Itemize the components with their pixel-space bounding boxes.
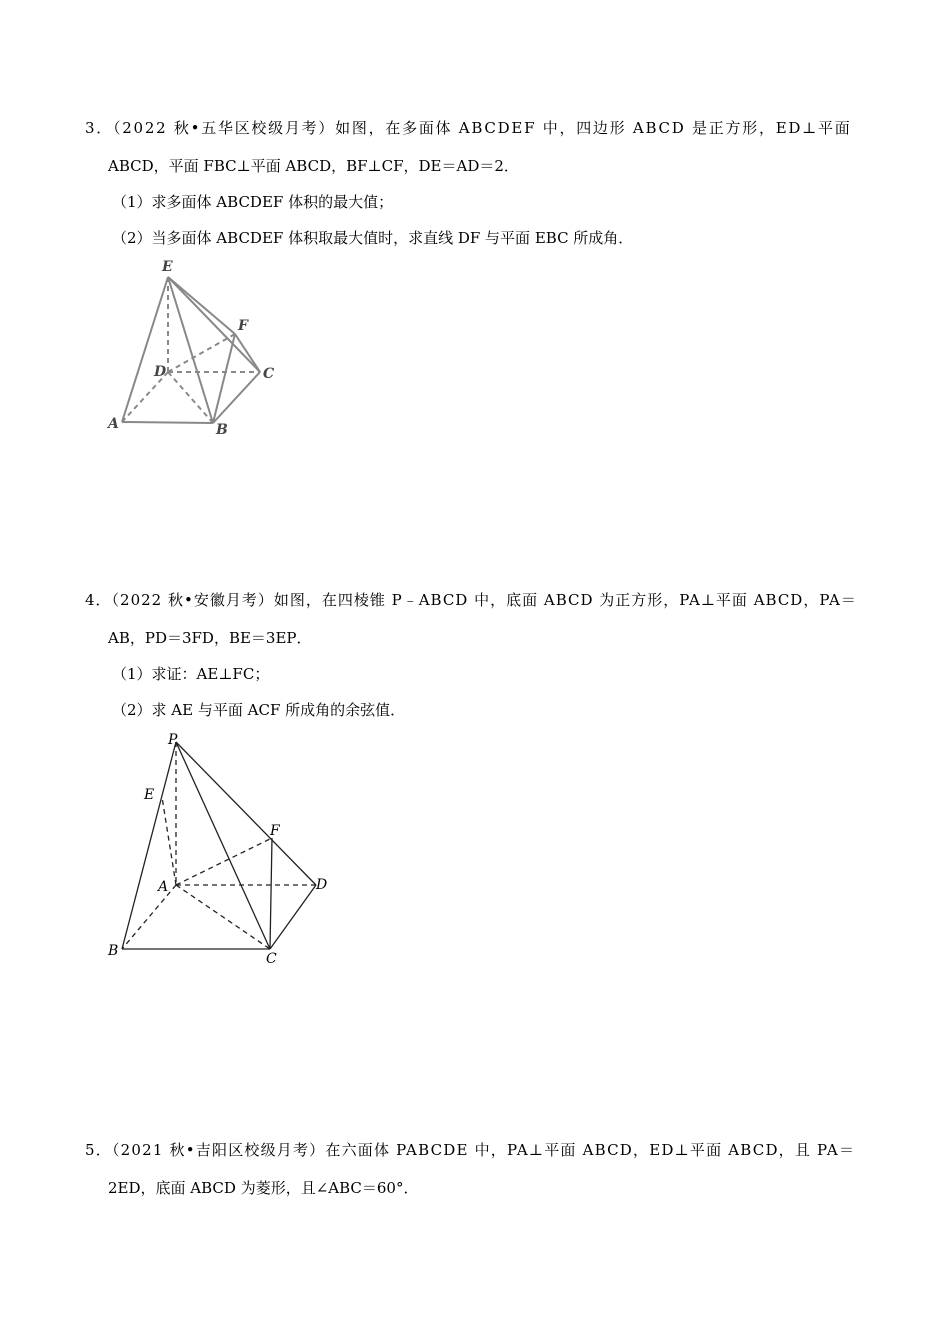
label-F: F	[270, 823, 280, 839]
edge-PB	[122, 742, 176, 949]
label-B: B	[216, 422, 228, 438]
edge-AB	[122, 422, 213, 423]
label-C: C	[266, 951, 277, 967]
problem-4-question-1: （1）求证：AE⊥FC；	[112, 665, 270, 683]
label-E: E	[144, 787, 155, 803]
problem-text: （2022 秋•安徽月考）如图，在四棱锥 P﹣ABCD 中，底面 ABCD 为正方形，PA⊥平面 ABCD，PA＝	[111, 591, 857, 609]
edge-AE	[162, 797, 176, 885]
label-E: E	[162, 259, 173, 275]
problem-4-line-1	[85, 590, 857, 610]
edge-EF	[168, 277, 235, 334]
label-D: D	[316, 877, 328, 893]
problem-3-question-2: （2）当多面体 ABCDEF 体积取最大值时，求直线 DF 与平面 EBC 所成角．	[112, 229, 634, 247]
problem-3-figure	[100, 250, 300, 440]
label-A: A	[158, 879, 169, 895]
edge-CD	[270, 885, 316, 949]
problem-5-line-2: 2ED，底面 ABCD 为菱形，且∠ABC＝60°．	[108, 1179, 419, 1197]
problem-4-figure	[100, 725, 340, 975]
label-A: A	[108, 416, 119, 432]
label-C: C	[263, 366, 275, 382]
problem-4-line-2: AB，PD＝3FD，BE＝3EP．	[108, 629, 312, 647]
problem-4-question-2: （2）求 AE 与平面 ACF 所成角的余弦值．	[112, 701, 406, 719]
edge-AF	[176, 838, 272, 885]
problem-3-line-2: ABCD，平面 FBC⊥平面 ABCD，BF⊥CF，DE＝AD＝2．	[108, 157, 519, 175]
problem-text: （2021 秋•吉阳区校级月考）在六面体 PABCDE 中，PA⊥平面 ABCD，ED⊥平面 ABCD，且 PA＝	[111, 1141, 856, 1159]
problem-3-question-1: （1）求多面体 ABCDEF 体积的最大值；	[112, 193, 394, 211]
label-D: D	[154, 364, 167, 380]
edge-PC	[176, 742, 270, 949]
edge-FC	[235, 334, 260, 372]
label-P: P	[168, 732, 178, 748]
label-F: F	[238, 318, 248, 334]
edge-FC	[270, 838, 272, 949]
problem-number: 3．	[85, 119, 114, 137]
problem-number: 4．	[85, 591, 112, 609]
edge-PD	[176, 742, 316, 885]
problem-5-line-1	[85, 1140, 855, 1160]
edge-EA	[122, 277, 168, 422]
problem-3-line-1	[85, 118, 851, 138]
edge-DB	[168, 372, 213, 423]
label-B: B	[108, 943, 119, 959]
problem-text: （2022 秋•五华区校级月考）如图，在多面体 ABCDEF 中，四边形 ABCD 是正方形，ED⊥平面	[113, 119, 852, 137]
problem-number: 5．	[85, 1141, 112, 1159]
edge-DF	[168, 334, 235, 372]
